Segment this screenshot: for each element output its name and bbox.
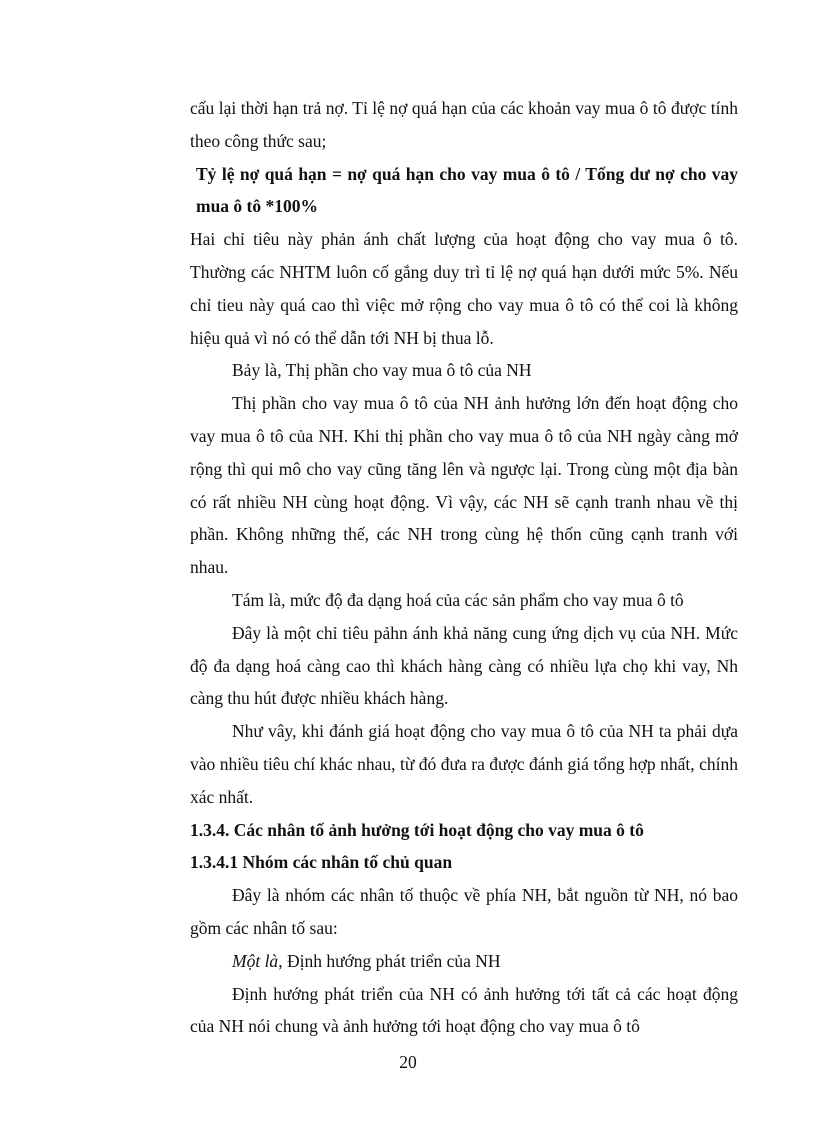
page-number: 20 [399, 1052, 417, 1072]
paragraph-factor-one-title [190, 945, 738, 978]
paragraph-criterion-eight-title: Tám là, mức độ đa dạng hoá của các sản phẩm cho vay mua ô tô [232, 589, 684, 610]
paragraph-subjective-factors: Đây là nhóm các nhân tố thuộc về phía NH, bắt nguồn từ NH, nó bao gồm các nhân tố sau: [190, 885, 738, 938]
paragraph-indicators: Hai chỉ tiêu này phản ánh chất lượng của hoạt động cho vay mua ô tô. Thường các NHTM luôn cố gắng duy trì tỉ lệ nợ quá hạn dưới mức 5%. Nếu chỉ tieu này quá cao thì việc mở rộng cho vay mua ô tô có thể coi là không hiệu quả vì nó có thể dẫn tới NH bị thua lỗ. [190, 229, 738, 348]
paragraph-product-diversity: Đây là một chỉ tiêu pảhn ánh khả năng cung ứng dịch vụ của NH. Mức độ đa dạng hoá càng cao thì khách hàng càng có nhiều lựa chọ khi vay, Nh càng thu hút được nhiều khách hàng. [190, 622, 738, 709]
factor-one-lead: Một là [232, 950, 279, 971]
section-heading-1-3-4-1: 1.3.4.1 Nhóm các nhân tố chủ quan [190, 852, 453, 873]
section-heading-1-3-4: 1.3.4. Các nhân tố ảnh hưởng tới hoạt động cho vay mua ô tô [190, 819, 644, 840]
paragraph-continuation: cấu lại thời hạn trả nợ. Tỉ lệ nợ quá hạn của các khoản vay mua ô tô được tính theo công thức sau; [190, 98, 738, 151]
paragraph-criterion-seven-title: Bảy là, Thị phần cho vay mua ô tô của NH [232, 360, 532, 381]
paragraph-development-orientation: Định hướng phát triển của NH có ảnh hưởng tới tất cả các hoạt động của NH nói chung và ảnh hưởng tới hoạt động cho vay mua ô tô [190, 983, 738, 1037]
document-body [190, 92, 738, 1043]
factor-one-rest: , Định hướng phát triển của NH [278, 950, 501, 971]
paragraph-market-share: Thị phần cho vay mua ô tô của NH ảnh hưởng lớn đến hoạt động cho vay mua ô tô của NH. Khi thị phần cho vay mua ô tô của NH ngày càng mở rộng thì qui mô cho vay cũng tăng lên và ngược lại. Trong cùng một địa bàn có rất nhiều NH cùng hoạt động. Vì vậy, các NH sẽ cạnh tranh nhau về thị phần. Không những thế, các NH trong cùng hệ thốn cũng cạnh tranh với nhau. [190, 393, 738, 578]
formula-overdue-ratio: Tỷ lệ nợ quá hạn = nợ quá hạn cho vay mua ô tô / Tổng dư nợ cho vay mua ô tô *100% [196, 163, 738, 217]
paragraph-evaluation-summary: Như vây, khi đánh giá hoạt động cho vay mua ô tô của NH ta phải dựa vào nhiều tiêu chí khác nhau, từ đó đưa ra được đánh giá tổng hợp nhất, chính xác nhất. [190, 721, 738, 807]
